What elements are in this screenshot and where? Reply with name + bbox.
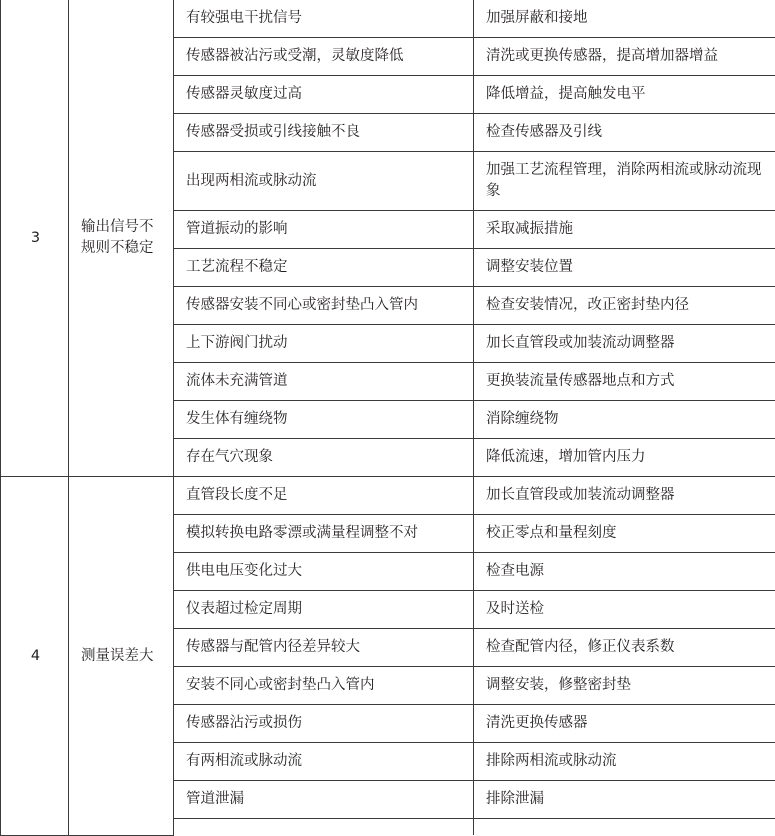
fix-cell: 调整安装位置 (474, 249, 775, 287)
cause-cell: 有两相流或脉动流 (174, 743, 474, 781)
fix-cell: 加长直管段或加装流动调整器 (474, 477, 775, 515)
cause-cell: 供电电压变化过大 (174, 553, 474, 591)
cause-cell: 工艺流程不稳定 (174, 249, 474, 287)
fix-cell: 清洗更换传感器 (474, 705, 775, 743)
fix-cell: 加强屏蔽和接地 (474, 0, 775, 38)
cause-cell: 有较强电干扰信号 (174, 0, 474, 38)
fix-cell: 清洗或更换传感器，提高增加器增益 (474, 38, 775, 76)
fix-cell: 排除两相流或脉动流 (474, 743, 775, 781)
fault-name: 输出信号不规则不稳定 (69, 0, 174, 477)
fault-name: 测量误差大 (69, 477, 174, 836)
fix-cell: 采取减振措施 (474, 211, 775, 249)
fix-cell: 调整安装，修整密封垫 (474, 667, 775, 705)
fix-cell: 检查传感器及引线 (474, 114, 775, 152)
table-row (1, 477, 775, 515)
fix-cell: 校正零点和量程刻度 (474, 515, 775, 553)
fix-cell: 检查电源 (474, 553, 775, 591)
table-body (1, 0, 775, 835)
fix-cell: 消除缠绕物 (474, 401, 775, 439)
fix-cell: 及时送检 (474, 591, 775, 629)
cause-cell: 管道振动的影响 (174, 211, 474, 249)
cause-cell (174, 819, 474, 836)
fix-cell: 加强工艺流程管理，消除两相流或脉动流现象 (474, 152, 775, 211)
fix-cell: 加长直管段或加装流动调整器 (474, 325, 775, 363)
fix-cell (474, 819, 775, 836)
fix-cell: 降低增益，提高触发电平 (474, 76, 775, 114)
cause-cell: 模拟转换电路零漂或满量程调整不对 (174, 515, 474, 553)
cause-cell: 流体未充满管道 (174, 363, 474, 401)
cause-cell: 传感器受损或引线接触不良 (174, 114, 474, 152)
fix-cell: 检查配管内径，修正仪表系数 (474, 629, 775, 667)
row-number: 4 (1, 477, 69, 836)
cause-cell: 出现两相流或脉动流 (174, 152, 474, 211)
cause-cell: 发生体有缠绕物 (174, 401, 474, 439)
cause-cell: 安装不同心或密封垫凸入管内 (174, 667, 474, 705)
cause-cell: 传感器被沾污或受潮，灵敏度降低 (174, 38, 474, 76)
cause-cell: 管道泄漏 (174, 781, 474, 819)
table-row (1, 0, 775, 38)
fix-cell: 更换装流量传感器地点和方式 (474, 363, 775, 401)
cause-cell: 直管段长度不足 (174, 477, 474, 515)
row-number: 3 (1, 0, 69, 477)
fix-cell: 检查安装情况，改正密封垫内径 (474, 287, 775, 325)
fix-cell: 排除泄漏 (474, 781, 775, 819)
cause-cell: 传感器灵敏度过高 (174, 76, 474, 114)
cause-cell: 传感器安装不同心或密封垫凸入管内 (174, 287, 474, 325)
fix-cell: 降低流速，增加管内压力 (474, 439, 775, 477)
cause-cell: 存在气穴现象 (174, 439, 474, 477)
cause-cell: 传感器沾污或损伤 (174, 705, 474, 743)
cause-cell: 传感器与配管内径差异较大 (174, 629, 474, 667)
cause-cell: 仪表超过检定周期 (174, 591, 474, 629)
cause-cell: 上下游阀门扰动 (174, 325, 474, 363)
